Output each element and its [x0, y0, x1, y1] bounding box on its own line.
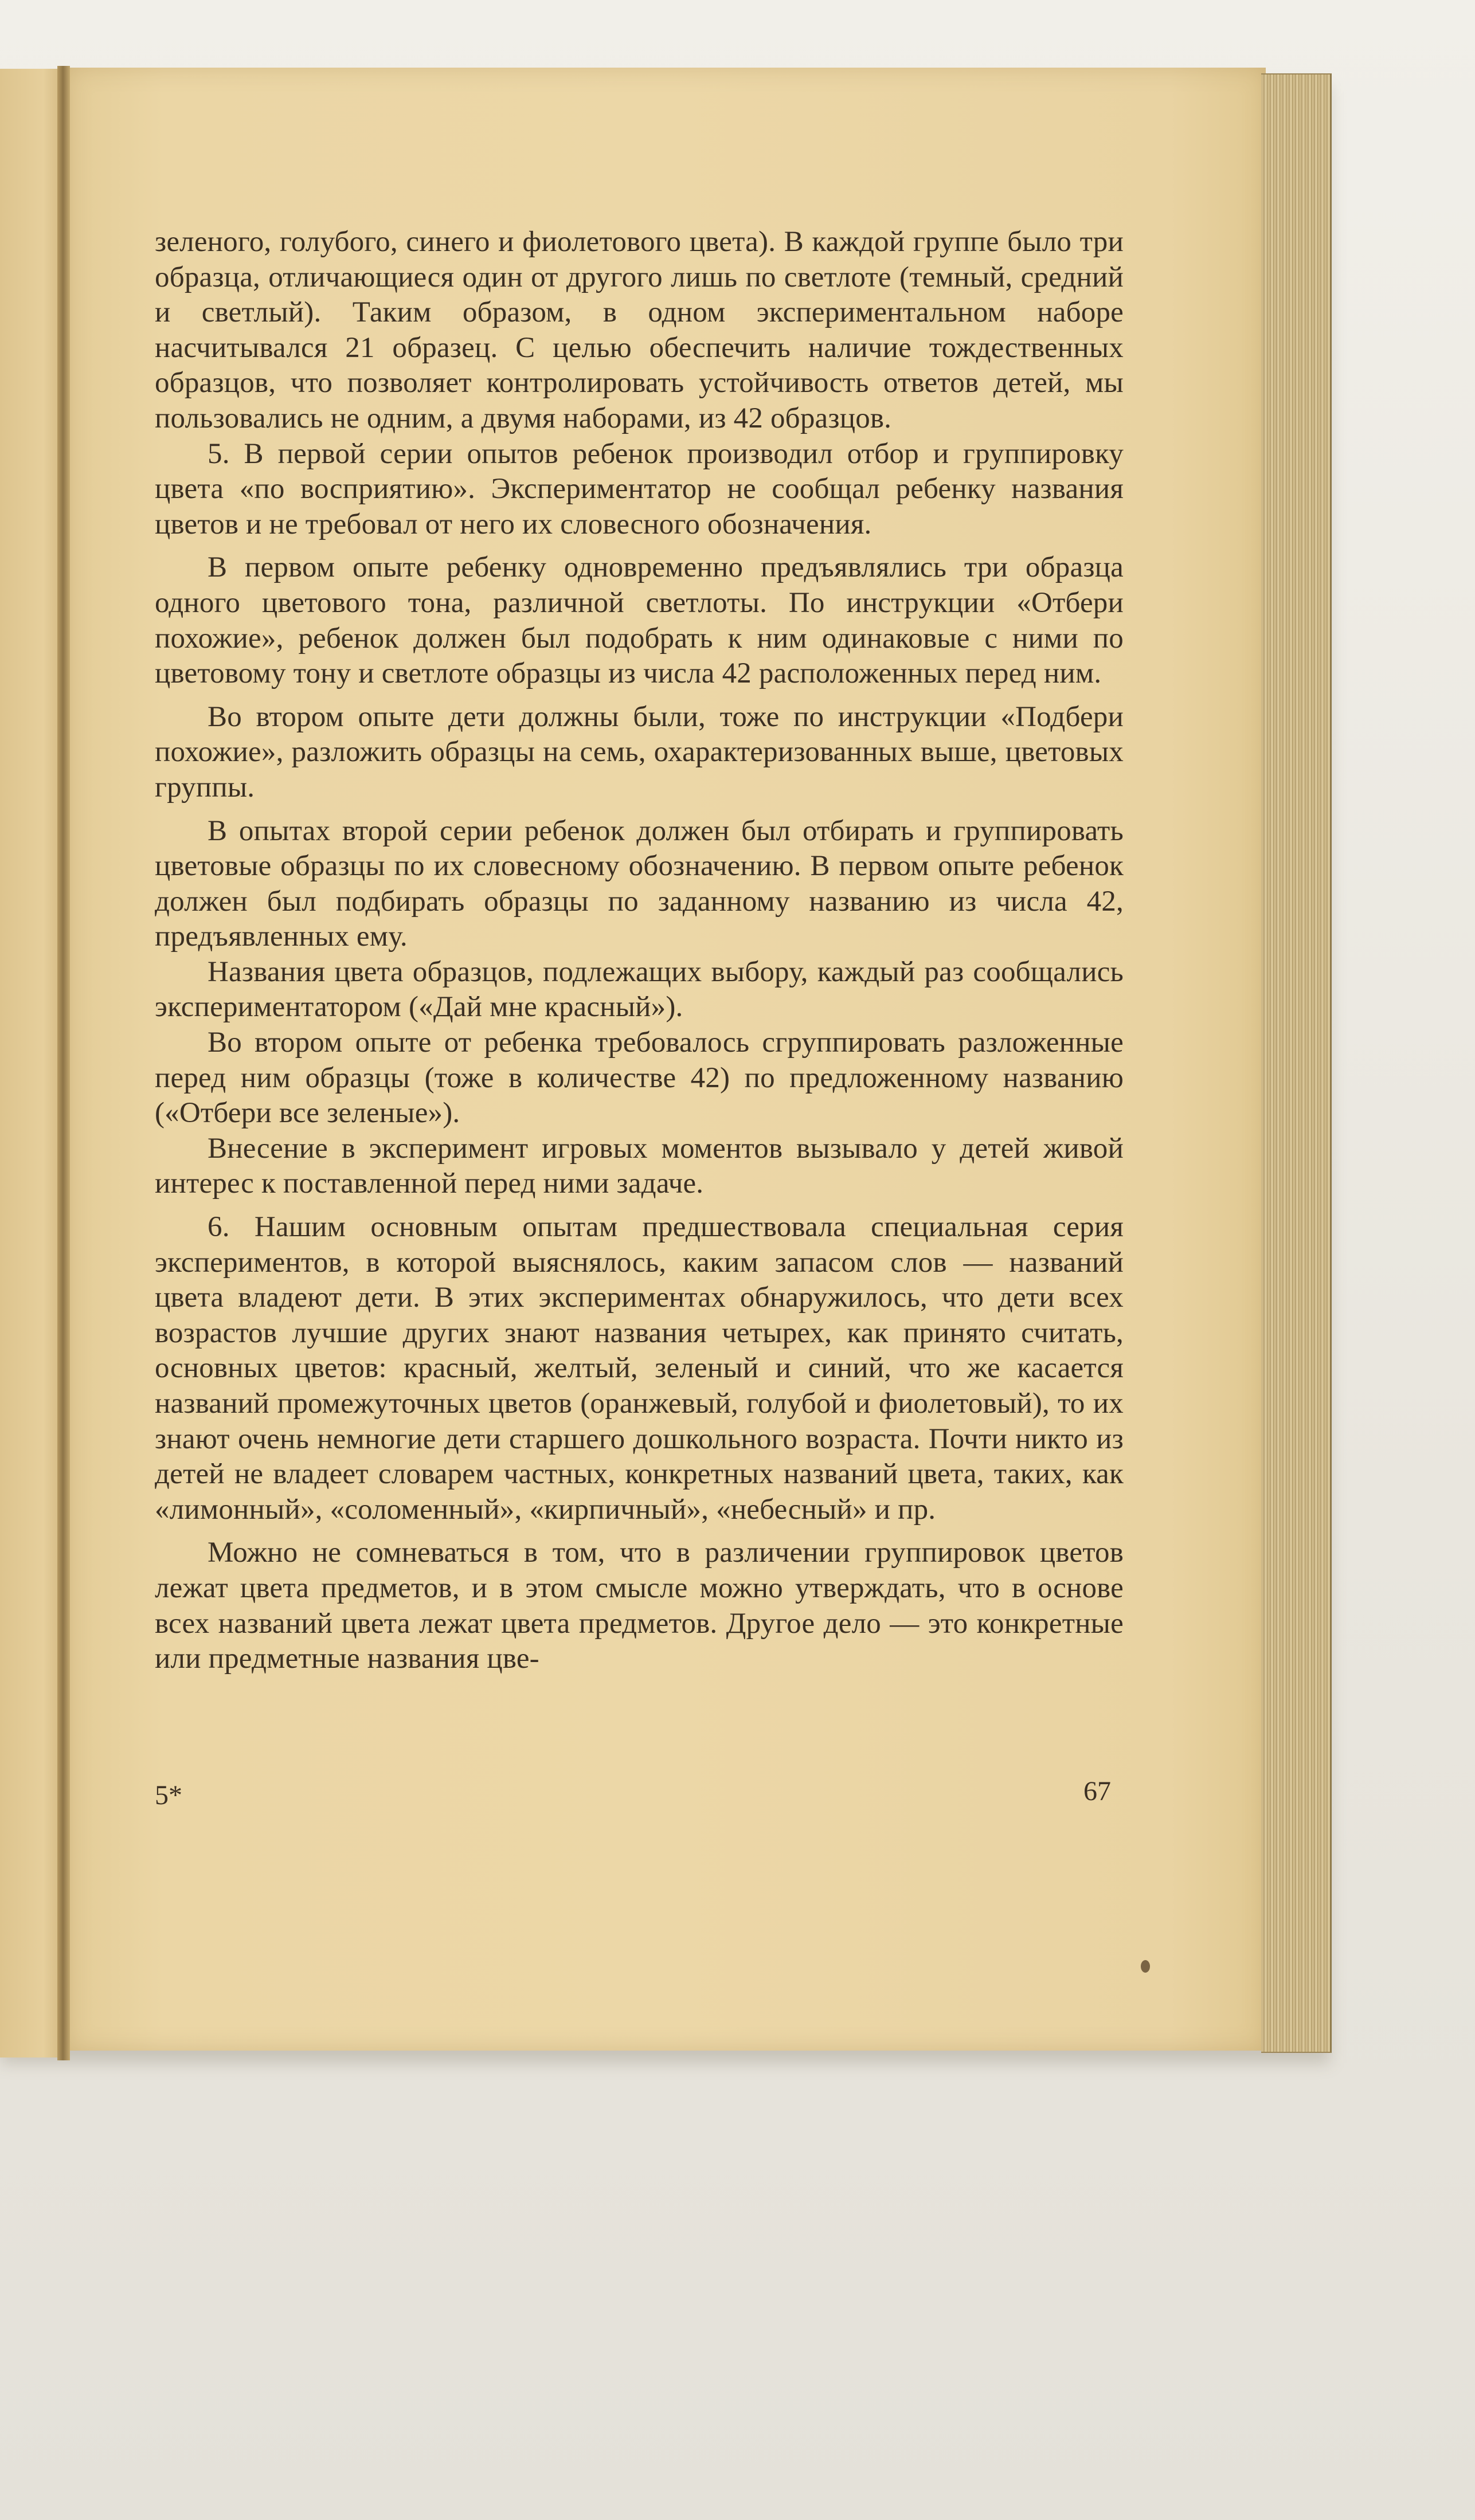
page-number: 67	[1083, 1776, 1111, 1806]
paragraph: Названия цвета образцов, подлежащих выбору, каждый раз сообщались экспериментатором («Дай мне красный»).	[155, 955, 1124, 1024]
paragraph: 6. Нашим основным опытам предшествовала специальная серия экспериментов, в которой выяснялось, каким запасом слов — названий цвета владеют дети. В этих экспериментах обнаружилось, что дети всех возрастов лучшие других знают названия четырех, как принято считать, основных цветов: красный, желтый, зеленый и синий, что же касается названий промежуточных цветов (оранжевый, голубой и фиолетовый), то их знают очень немногие дети старшего дошкольного возраста. Почти никто из детей не владеет словарем частных, конкретных названий цвета, таких, как «лимонный», «соломенный», «кирпичный», «небесный» и пр.	[155, 1211, 1124, 1526]
paragraph: 5. В первой серии опытов ребенок производил отбор и группировку цвета «по восприятию». Экспериментатор не сообщал ребенку названия цветов и не требовал от него их словесного обозначения.	[155, 437, 1124, 540]
page-text	[155, 225, 1124, 1677]
paragraph: Во втором опыте от ребенка требовалось сгруппировать разложенные перед ним образцы (тоже в количестве 42) по предложенному названию («Отбери все зеленые»).	[155, 1026, 1124, 1130]
signature-mark: 5*	[155, 1780, 182, 1810]
paper-speck	[1141, 1960, 1150, 1973]
paragraph: В первом опыте ребенку одновременно предъявлялись три образца одного цветового тона, различной светлоты. По инструкции «Отбери похожие», ребенок должен был подобрать к ним одинаковые с ними по цветовому тону и светлоте образцы из числа 42 расположенных перед ним.	[155, 551, 1124, 690]
page-stack-edges	[1261, 73, 1332, 2053]
book-gutter	[57, 66, 70, 2060]
paragraph: Во втором опыте дети должны были, тоже по инструкции «Подбери похожие», разложить образцы на семь, охарактеризованных выше, цветовых группы.	[155, 700, 1124, 804]
paragraph: зеленого, голубого, синего и фиолетового цвета). В каждой группе было три образца, отличающиеся один от другого лишь по светлоте (темный, средний и светлый). Таким образом, в одном экспериментальном наборе насчитывался 21 образец. С целью обеспечить наличие тождественных образцов, что позволяет контролировать устойчивость ответов детей, мы пользовались не одним, а двумя наборами, из 42 образцов.	[155, 226, 1124, 434]
paragraph: В опытах второй серии ребенок должен был отбирать и группировать цветовые образцы по их словесному обозначению. В первом опыте ребенок должен был подбирать образцы по заданному названию из числа 42, предъявленных ему.	[155, 814, 1124, 953]
left-page-edge	[0, 69, 63, 2057]
paragraph: Внесение в эксперимент игровых моментов вызывало у детей живой интерес к поставленной перед ними задаче.	[155, 1132, 1124, 1200]
paragraph: Можно не сомневаться в том, что в различении группировок цветов лежат цвета предметов, и в этом смысле можно утверждать, что в основе всех названий цвета лежат цвета предметов. Другое дело — это конкретные или предметные названия цве-	[155, 1537, 1124, 1675]
